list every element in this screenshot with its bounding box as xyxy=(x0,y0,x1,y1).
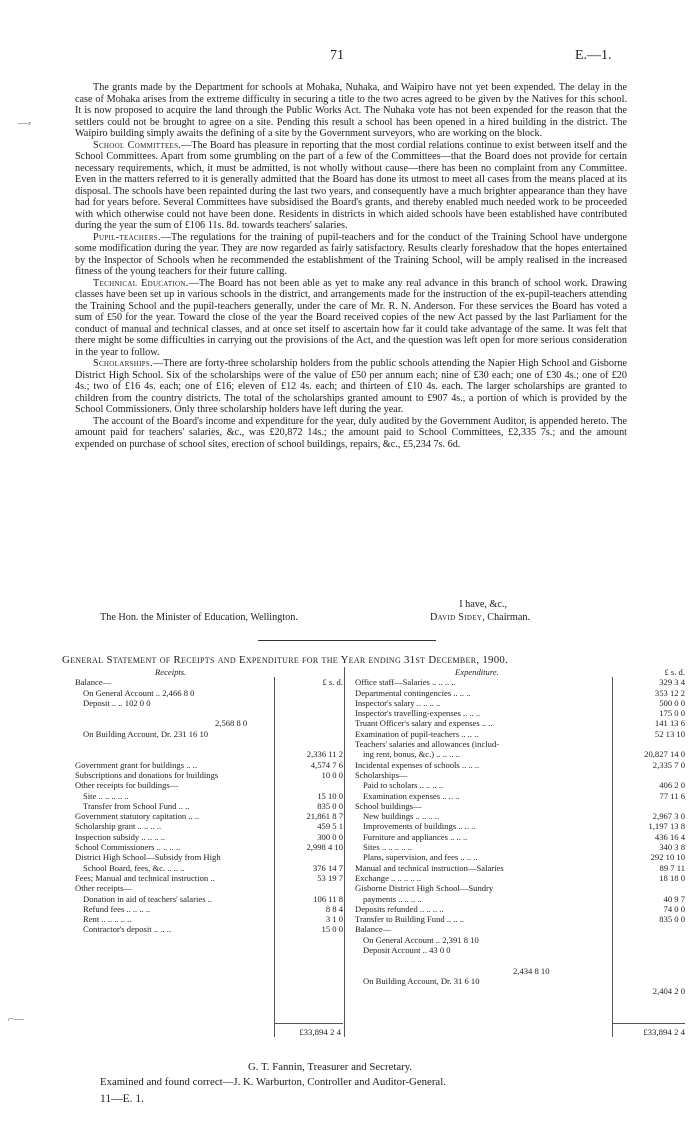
expenditure-label: Incidental expenses of schools .. .. .. xyxy=(355,759,480,770)
expenditure-row xyxy=(355,863,685,873)
expenditure-row xyxy=(355,708,685,718)
receipt-row xyxy=(75,739,345,749)
expenditure-amount: 2,335 7 0 xyxy=(652,759,685,770)
expenditure-header: Expenditure. xyxy=(455,667,499,677)
expenditure-row xyxy=(355,801,685,811)
expenditure-amount: 500 0 0 xyxy=(659,697,685,708)
receipt-label: Government grant for buildings .. .. xyxy=(75,759,197,770)
expenditure-label: Office staff—Salaries .. .. .. .. xyxy=(355,677,456,688)
expenditure-rows xyxy=(355,677,685,996)
expenditure-row xyxy=(355,760,685,770)
receipt-row xyxy=(75,729,345,739)
expenditure-amount: 406 2 0 xyxy=(659,780,685,791)
expenditure-amount: 175 0 0 xyxy=(659,708,685,719)
receipt-label: Donation in aid of teachers' salaries .. xyxy=(83,893,212,904)
expenditure-amount: 835 0 0 xyxy=(659,914,685,925)
expenditure-label: Departmental contingencies .. .. .. xyxy=(355,687,471,698)
receipts-header-row xyxy=(75,667,345,677)
receipt-amount: 376 14 7 xyxy=(312,862,343,873)
signatory-line xyxy=(430,612,650,623)
expenditure-row xyxy=(355,821,685,831)
page-signature: 11—E. 1. xyxy=(100,1093,144,1105)
receipt-row xyxy=(75,791,345,801)
paragraph-scholarships: Scholarships.—There are forty-three scholarship holders from the public schools attending the Napier High School and Gisborne District High School. Six of the scholarships were of the value of £50 per annum each; nine of £30 each; one of £30 4s.; one of £20 4s.; two of £16 4s. each; one of £16; eleven of £12 4s. each; and thirteen of £10 4s. each. The larger scholarships are granted to children from the country districts. The total of the scholarships granted amount to £907 4s., a portion of which is provided by the School Commissioners. Only three scholarship holders have left during the year. xyxy=(75,358,627,415)
receipt-amount: 459 5 1 xyxy=(317,821,343,832)
receipt-label: School Board, fees, &c. .. .. .. xyxy=(83,862,185,873)
expenditure-label: Sites .. .. .. .. .. xyxy=(363,842,412,853)
expenditure-total-rule xyxy=(613,1023,685,1024)
expenditure-row xyxy=(355,791,685,801)
receipt-label: Inspection subsidy .. .. .. .. xyxy=(75,831,165,842)
expenditure-amount: 2,404 2 0 xyxy=(652,986,685,997)
receipt-amount: 3 1 0 xyxy=(325,914,343,925)
expenditure-row xyxy=(355,883,685,893)
receipt-amount: 21,861 8 7 xyxy=(306,811,343,822)
receipt-row xyxy=(75,842,345,852)
expenditure-label: Inspector's travelling-expenses .. .. .. xyxy=(355,708,481,719)
receipt-amount: 4,574 7 6 xyxy=(310,759,343,770)
receipt-row xyxy=(75,708,345,718)
expenditure-header-row xyxy=(355,667,685,677)
expenditure-row xyxy=(355,749,685,759)
receipt-row xyxy=(75,801,345,811)
receipt-label: Site .. .. .. .. .. xyxy=(83,790,129,801)
receipt-row xyxy=(75,883,345,893)
expenditure-amount: 2,967 3 0 xyxy=(652,811,685,822)
expenditure-row xyxy=(355,924,685,934)
receipt-amount: 2,998 4 10 xyxy=(306,842,343,853)
paragraph-technical-education: Technical Education.—The Board has not been able as yet to make any real advance in this branch of school work. Drawing classes have been set up in various schools in the district, and arrangements made for the instruction of the ex-pupil-teachers attending the Training School and the pupil-teachers generally, under the care of Mr. R. N. Anderson. For these services the Board has voted a sum of £50 for the year. Toward the close of the year the Board received copies of the new Act passed by the last Parliament for the conduct of manual and technical classes, and at once set itself to ascertain how far it could take advantage of the same. It was felt that there might be some difficulties in carrying out the provisions of the Act, and the question was left open for more serious consideration in the year to follow. xyxy=(75,277,627,358)
expenditure-row xyxy=(355,780,685,790)
receipt-label: Other receipts— xyxy=(75,883,133,894)
expenditure-label: On General Account .. 2,391 8 10 xyxy=(363,934,479,945)
receipt-row xyxy=(75,873,345,883)
receipt-row xyxy=(75,780,345,790)
expenditure-row xyxy=(355,739,685,749)
expenditure-lsd-header: £ s. d. xyxy=(664,667,685,677)
expenditure-amount: 89 7 11 xyxy=(659,862,685,873)
expenditure-label: Plans, supervision, and fees .. .. .. xyxy=(363,852,478,863)
receipt-label: Balance— xyxy=(75,677,112,688)
receipt-row xyxy=(75,770,345,780)
expenditure-row xyxy=(355,935,685,945)
statement-title: General Statement of Receipts and Expenditure for the Year ending 31st December, 1900. xyxy=(62,654,509,666)
receipt-row xyxy=(75,749,345,759)
expenditure-label: ing rent, bonus, &c.) .. .. .. .. xyxy=(363,749,460,760)
expenditure-amount: 74 0 0 xyxy=(663,903,685,914)
treasurer-line: G. T. Fannin, Treasurer and Secretary. xyxy=(248,1061,413,1073)
expenditure-row xyxy=(355,852,685,862)
closing: I have, &c., xyxy=(459,599,507,610)
expenditure-amount: 52 13 10 xyxy=(654,728,685,739)
addressee: The Hon. the Minister of Education, Wellington. xyxy=(100,612,298,623)
expenditure-label: School buildings— xyxy=(355,800,422,811)
receipts-column xyxy=(75,667,345,935)
receipt-amount: 15 0 0 xyxy=(321,924,343,935)
receipt-amount: 2,336 11 2 xyxy=(306,749,343,760)
expenditure-row xyxy=(355,945,685,955)
expenditure-row xyxy=(355,986,685,996)
expenditure-column xyxy=(355,667,685,997)
receipt-row xyxy=(75,852,345,862)
receipt-amount: £ s. d. xyxy=(322,677,343,688)
expenditure-row xyxy=(355,842,685,852)
expenditure-row xyxy=(355,718,685,728)
receipts-amount-rule xyxy=(274,677,275,1037)
expenditure-row xyxy=(355,976,685,986)
column-divider xyxy=(344,667,345,1037)
receipt-row xyxy=(75,688,345,698)
expenditure-label: Inspector's salary .. .. .. .. xyxy=(355,697,441,708)
expenditure-label: On Building Account, Dr. 31 6 10 xyxy=(363,975,480,986)
expenditure-row xyxy=(355,729,685,739)
receipt-label: Other receipts for buildings— xyxy=(75,780,179,791)
receipt-label: Government statutory capitation .. .. xyxy=(75,811,200,822)
signatory-title: , Chairman. xyxy=(482,612,531,623)
expenditure-row xyxy=(355,966,685,976)
expenditure-label: 2,434 8 10 xyxy=(513,965,550,976)
expenditure-amount: 20,827 14 0 xyxy=(644,749,685,760)
expenditure-label: Improvements of buildings .. .. .. xyxy=(363,821,476,832)
expenditure-amount: 141 13 6 xyxy=(654,718,685,729)
expenditure-label: Examination of pupil-teachers .. .. .. xyxy=(355,728,479,739)
expenditure-label: Truant Officer's salary and expenses .. .. xyxy=(355,718,493,729)
expenditure-row xyxy=(355,688,685,698)
page-reference: E.—1. xyxy=(575,48,612,63)
expenditure-row xyxy=(355,770,685,780)
expenditure-amount: 77 11 6 xyxy=(659,790,685,801)
expenditure-label: Teachers' salaries and allowances (includ- xyxy=(355,739,500,750)
expenditure-label: Examination expenses .. .. .. xyxy=(363,790,460,801)
expenditure-amount: 40 9 7 xyxy=(663,893,685,904)
expenditure-amount: 340 3 8 xyxy=(659,842,685,853)
expenditure-label: New buildings .. .. .. .. xyxy=(363,811,440,822)
expenditure-row xyxy=(355,677,685,687)
expenditure-amount: 18 18 0 xyxy=(659,872,685,883)
paragraph-school-committees: School Committees.—The Board has pleasure in reporting that the most cordial relations continue to exist between itself and the School Committees. Apart from some grumbling on the part of a few of the Committees—that the Board does not provide for certain necessary requirements, which, it must be admitted, is not wholly without cause—there has been no complaint from any Committee. Even in the matters referred to it is generally admitted that the Board has done its utmost to meet all cases from the means placed at its disposal. The schools have been repainted during the last two years, and consequently have a much brighter appearance than they have had for years before. Several Committees have subsidised the Board's grants, and thereby enabled much needed work to be proceeded with which otherwise could not have been done. Residents in districts in which aided schools have been established have contributed during the year the sum of £106 11s. 8d. towards teachers' salaries. xyxy=(75,139,627,231)
expenditure-label: Balance— xyxy=(355,924,392,935)
expenditure-label: payments .. .. .. .. xyxy=(363,893,422,904)
expenditure-total: £33,894 2 4 xyxy=(643,1027,685,1037)
margin-mark-bottom: ⌐— xyxy=(8,1014,24,1025)
receipt-label: On General Account .. 2,466 8 0 xyxy=(83,687,195,698)
receipt-label: 2,568 8 0 xyxy=(215,718,248,729)
section-divider xyxy=(258,640,436,641)
receipt-amount: 106 11 8 xyxy=(313,893,343,904)
expenditure-label: Deposit Account .. 43 0 0 xyxy=(363,945,451,956)
expenditure-label: Gisborne District High School—Sundry xyxy=(355,883,494,894)
receipt-label: Rent .. .. .. .. .. xyxy=(83,914,132,925)
receipt-amount: 300 0 0 xyxy=(317,831,343,842)
receipt-amount: 53 19 7 xyxy=(317,872,343,883)
expenditure-row xyxy=(355,894,685,904)
page-number: 71 xyxy=(330,48,344,63)
receipt-label: Fees; Manual and technical instruction .. xyxy=(75,872,215,883)
receipt-label: District High School—Subsidy from High xyxy=(75,852,221,863)
receipt-row xyxy=(75,832,345,842)
receipt-amount: 835 0 0 xyxy=(317,800,343,811)
expenditure-row xyxy=(355,698,685,708)
receipt-row xyxy=(75,863,345,873)
receipt-label: Contractor's deposit .. .. .. xyxy=(83,924,171,935)
signatory-name: David Sidey xyxy=(430,612,483,623)
receipts-header: Receipts. xyxy=(155,667,187,677)
expenditure-row xyxy=(355,904,685,914)
receipt-amount: 8 8 4 xyxy=(325,903,343,914)
expenditure-amount: 436 16 4 xyxy=(654,831,685,842)
receipt-label: Subscriptions and donations for buildings xyxy=(75,769,219,780)
receipts-total: £33,894 2 4 xyxy=(299,1027,341,1037)
expenditure-label: Manual and technical instruction—Salaries xyxy=(355,862,504,873)
expenditure-row xyxy=(355,832,685,842)
receipt-row xyxy=(75,677,345,687)
receipt-label: Transfer from School Fund .. .. xyxy=(83,800,190,811)
receipts-rows xyxy=(75,677,345,934)
expenditure-label: Paid to scholars .. .. .. .. xyxy=(363,780,444,791)
expenditure-row xyxy=(355,914,685,924)
receipt-label: Deposit .. .. 102 0 0 xyxy=(83,697,151,708)
receipt-amount: 15 10 0 xyxy=(317,790,343,801)
margin-mark: —⸗ xyxy=(18,118,32,129)
expenditure-amount-rule xyxy=(612,677,613,1037)
expenditure-row xyxy=(355,873,685,883)
expenditure-amount: 1,197 13 8 xyxy=(648,821,685,832)
paragraph-grants: The grants made by the Department for schools at Mohaka, Nuhaka, and Waipiro have not yet been expended. The delay in the case of Mohaka arises from the extreme difficulty in securing a title to the two acres agreed to be given by the Natives for this school. It is now proposed to acquire the land through the Public Works Act. The Nuhaka vote has not been expended for the reason that the settlers could not be brought to agree on a site. Pending this result a school has been opened in a hired building in the district. The Waipiro building simply awaits the defining of a site by the Government surveyors, who are working on the block. xyxy=(75,82,627,139)
receipts-total-rule xyxy=(275,1023,343,1024)
auditor-line: Examined and found correct—J. K. Warburton, Controller and Auditor-General. xyxy=(100,1076,446,1088)
receipt-row xyxy=(75,924,345,934)
receipt-row xyxy=(75,718,345,728)
receipt-row xyxy=(75,760,345,770)
expenditure-amount: 329 3 4 xyxy=(659,677,685,688)
receipt-label: On Building Account, Dr. 231 16 10 xyxy=(83,728,209,739)
expenditure-label: Scholarships— xyxy=(355,769,408,780)
receipt-label: Refund fees .. .. .. .. xyxy=(83,903,151,914)
receipt-row xyxy=(75,821,345,831)
receipt-row xyxy=(75,698,345,708)
receipt-amount: 10 0 0 xyxy=(321,769,343,780)
expenditure-label: Furniture and appliances .. .. .. xyxy=(363,831,468,842)
expenditure-label: Transfer to Building Fund .. .. .. xyxy=(355,914,465,925)
expenditure-amount: 353 12 2 xyxy=(654,687,685,698)
expenditure-label: Exchange .. .. .. .. .. xyxy=(355,872,422,883)
receipt-row xyxy=(75,904,345,914)
expenditure-row xyxy=(355,955,685,965)
paragraph-pupil-teachers: Pupil-teachers.—The regulations for the training of pupil-teachers and for the conduct of the Training School have undergone some modification during the year. They are now regarded as fairly satisfactory. Results clearly foreshadow that the hopes entertained by the Inspector of Schools when he recommended the establishment of the Training School, will be amply realised in the increased fitness of the young teachers for their future calling. xyxy=(75,231,627,277)
report-body xyxy=(75,82,627,450)
paragraph-account: The account of the Board's income and expenditure for the year, duly audited by the Government Auditor, is appended hereto. The amount paid for teachers' salaries, &c., was £20,872 14s.; the amount paid to School Committees, £2,335 7s.; and the amount expended on purchase of school sites, erection of school buildings, repairs, &c., £5,234 7s. 6d. xyxy=(75,415,627,450)
receipt-row xyxy=(75,894,345,904)
receipt-row xyxy=(75,811,345,821)
receipt-label: School Commissioners .. .. .. .. xyxy=(75,842,181,853)
expenditure-amount: 292 10 10 xyxy=(650,852,685,863)
receipt-label: Scholarship grant .. .. .. .. xyxy=(75,821,162,832)
expenditure-label: Deposits refunded .. .. .. .. xyxy=(355,903,444,914)
expenditure-row xyxy=(355,811,685,821)
receipt-row xyxy=(75,914,345,924)
